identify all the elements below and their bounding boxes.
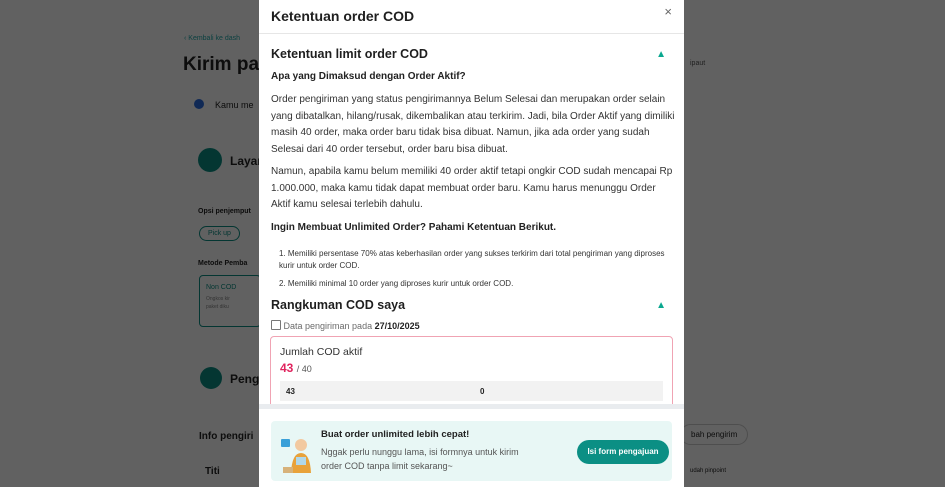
- cod-terms-modal: [259, 0, 684, 487]
- modal-title: Ketentuan order COD: [271, 8, 415, 24]
- section-summary-title[interactable]: Rangkuman COD saya: [271, 298, 406, 312]
- cod-summary-card: [270, 336, 673, 404]
- rule-item-2: 2. Memiliki minimal 10 order yang diproses kurir untuk order COD.: [279, 279, 514, 288]
- cod-active-count: [280, 361, 312, 375]
- question-unlimited: Ingin Membuat Unlimited Order? Pahami Ketentuan Berikut.: [271, 222, 557, 233]
- data-date-line: [271, 320, 420, 331]
- cod-active-value: 43: [280, 361, 294, 375]
- cod-total-value: / 40: [296, 364, 312, 374]
- calendar-icon: [271, 320, 281, 330]
- submit-form-button[interactable]: Isi form pengajuan: [577, 440, 669, 464]
- close-icon[interactable]: ×: [664, 4, 672, 19]
- cod-active-label: Jumlah COD aktif: [280, 346, 363, 358]
- unlimited-promo-banner: [271, 421, 672, 481]
- section-limit-title[interactable]: Ketentuan limit order COD: [271, 47, 428, 61]
- paragraph-cod-limit: Namun, apabila kamu belum memiliki 40 order aktif tetapi ongkir COD sudah mencapai Rp 1.000.000, maka kamu tidak dapat membuat order baru. Kamu harus menunggu Order Aktif kamu selesai terlebih dahulu.: [271, 166, 673, 210]
- cod-stats-table: [280, 381, 663, 401]
- rule-item-1: 1. Memiliki persentase 70% atas keberhasilan order yang sukses terkirim dari total pengiriman yang diproses kurir untuk order COD.: [279, 249, 665, 270]
- question-active-order: Apa yang Dimaksud dengan Order Aktif?: [271, 71, 466, 82]
- paragraph-active-order: Order pengiriman yang status pengirimannya Belum Selesai dan merupakan order selain yang dibatalkan, hilang/rusak, dikembalikan atau terkirim. Jadi, bila Order Aktif yang dimiliki masih 40 order, maka order baru tidak bisa dibuat. Namun, jika ada order yang sudah Selesai dari 40 order tersebut, order baru bisa dibuat.: [271, 94, 675, 155]
- chevron-up-icon[interactable]: ▲: [656, 49, 666, 60]
- promo-text: Nggak perlu nunggu lama, isi formnya untuk kirim order COD tanpa limit sekarang~: [321, 447, 519, 471]
- modal-header: [259, 0, 684, 34]
- date-prefix: Data pengiriman pada: [283, 321, 373, 331]
- modal-body[interactable]: [259, 34, 684, 404]
- table-cell-left: 43: [286, 387, 295, 396]
- promo-title: Buat order unlimited lebih cepat!: [321, 429, 470, 440]
- table-cell-right: 0: [480, 387, 485, 396]
- modal-footer: [259, 404, 684, 487]
- chevron-up-icon[interactable]: ▲: [656, 300, 666, 311]
- date-value: 27/10/2025: [374, 321, 420, 331]
- courier-illustration: [279, 433, 315, 475]
